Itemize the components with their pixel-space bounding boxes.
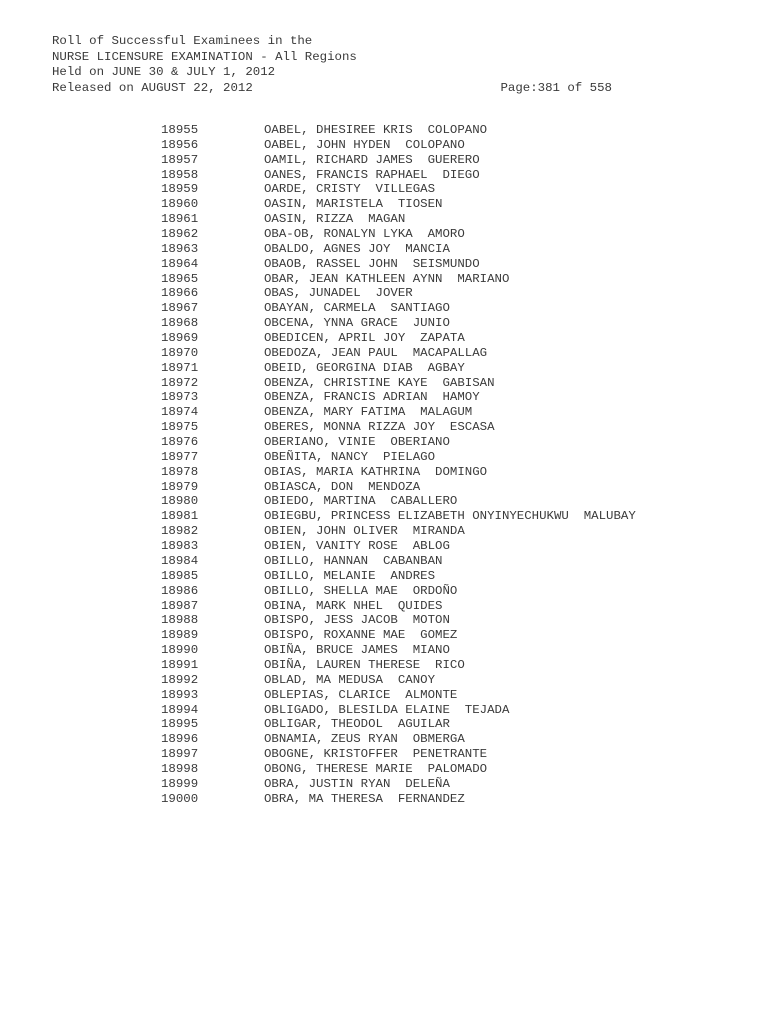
examinee-name: OBAOB, RASSEL JOHN SEISMUNDO xyxy=(264,256,480,271)
examinee-number: 18992 xyxy=(161,672,199,687)
examinee-number: 18997 xyxy=(161,747,199,762)
examinee-row xyxy=(161,390,721,405)
examinee-name: OBAS, JUNADEL JOVER xyxy=(264,286,413,301)
examinee-number: 18959 xyxy=(161,182,199,197)
examinee-name: OBLIGAR, THEODOL AGUILAR xyxy=(264,717,450,732)
examinee-name: OBEÑITA, NANCY PIELAGO xyxy=(264,449,436,464)
examinee-number: 18999 xyxy=(161,776,199,791)
examinee-name: OBNAMIA, ZEUS RYAN OBMERGA xyxy=(264,732,465,747)
examinee-number: 18981 xyxy=(161,509,199,524)
examinee-number: 18977 xyxy=(161,449,199,464)
examinee-row xyxy=(161,435,721,450)
examinee-number: 18962 xyxy=(161,227,199,242)
examinee-name: OBIEN, JOHN OLIVER MIRANDA xyxy=(264,524,465,539)
examinee-number: 18958 xyxy=(161,167,199,182)
examinee-name: OBALDO, AGNES JOY MANCIA xyxy=(264,241,450,256)
examinee-row xyxy=(161,242,721,257)
examinee-name: OBILLO, SHELLA MAE ORDOÑO xyxy=(264,583,458,598)
examinee-name: OBENZA, MARY FATIMA MALAGUM xyxy=(264,405,473,420)
examinee-name: OBERIANO, VINIE OBERIANO xyxy=(264,435,450,450)
examinee-name: OBA-OB, RONALYN LYKA AMORO xyxy=(264,227,465,242)
examinee-name: OBEDICEN, APRIL JOY ZAPATA xyxy=(264,331,465,346)
examinee-name: OBEID, GEORGINA DIAB AGBAY xyxy=(264,360,465,375)
examinee-name: OBLIGADO, BLESILDA ELAINE TEJADA xyxy=(264,702,510,717)
examinee-name: OBIASCA, DON MENDOZA xyxy=(264,479,421,494)
examinee-number: 18994 xyxy=(161,702,199,717)
examinee-number: 18976 xyxy=(161,435,199,450)
examinee-name: OANES, FRANCIS RAPHAEL DIEGO xyxy=(264,167,480,182)
examinee-name: OARDE, CRISTY VILLEGAS xyxy=(264,182,436,197)
examinee-row xyxy=(161,376,721,391)
examinee-number: 18996 xyxy=(161,732,199,747)
examinee-row xyxy=(161,747,721,762)
examinee-number: 18955 xyxy=(161,123,199,137)
examinee-number: 18970 xyxy=(161,345,199,360)
examinee-number: 18956 xyxy=(161,137,199,152)
examinee-name: OBONG, THERESE MARIE PALOMADO xyxy=(264,761,488,776)
examinee-row xyxy=(161,524,721,539)
examinee-number: 18985 xyxy=(161,568,199,583)
examinee-row xyxy=(161,717,721,732)
examinee-row xyxy=(161,346,721,361)
examinee-row xyxy=(161,153,721,168)
examinee-number: 18998 xyxy=(161,761,199,776)
header-release-row xyxy=(52,81,612,97)
examinee-number: 18974 xyxy=(161,405,199,420)
examinee-name: OBIÑA, LAUREN THERESE RICO xyxy=(264,657,465,672)
examinee-number: 18987 xyxy=(161,598,199,613)
examinee-number: 18995 xyxy=(161,717,199,732)
examinee-row xyxy=(161,301,721,316)
examinee-name: OBIEN, VANITY ROSE ABLOG xyxy=(264,539,450,554)
examinee-number: 18975 xyxy=(161,420,199,435)
examinee-number: 18968 xyxy=(161,316,199,331)
examinee-name: OBERES, MONNA RIZZA JOY ESCASA xyxy=(264,420,495,435)
examinee-name: OBRA, MA THERESA FERNANDEZ xyxy=(264,791,465,806)
examinee-number: 18973 xyxy=(161,390,199,405)
examinee-row xyxy=(161,331,721,346)
examinee-row xyxy=(161,450,721,465)
examinee-row xyxy=(161,732,721,747)
examinee-row xyxy=(161,405,721,420)
examinee-row xyxy=(161,643,721,658)
examinee-number: 18961 xyxy=(161,212,199,227)
examinee-row xyxy=(161,613,721,628)
examinee-row xyxy=(161,494,721,509)
examinee-row xyxy=(161,197,721,212)
examinee-number: 18979 xyxy=(161,479,199,494)
document-header xyxy=(52,34,612,96)
examinee-row xyxy=(161,286,721,301)
examinee-row xyxy=(161,792,721,807)
header-exam-dates: Held on JUNE 30 & JULY 1, 2012 xyxy=(52,65,276,79)
header-exam-name: NURSE LICENSURE EXAMINATION - All Regions xyxy=(52,49,357,64)
examinee-row xyxy=(161,658,721,673)
examinee-row xyxy=(161,688,721,703)
examinee-number: 18966 xyxy=(161,286,199,301)
examinee-name: OBIEDO, MARTINA CABALLERO xyxy=(264,494,458,509)
examinee-number: 18983 xyxy=(161,539,199,554)
examinee-row xyxy=(161,272,721,287)
examinee-name: OBAR, JEAN KATHLEEN AYNN MARIANO xyxy=(264,271,510,286)
examinee-name: OABEL, DHESIREE KRIS COLOPANO xyxy=(264,123,488,137)
examinee-number: 18972 xyxy=(161,375,199,390)
examinee-number: 18982 xyxy=(161,524,199,539)
examinee-name: OBLEPIAS, CLARICE ALMONTE xyxy=(264,687,458,702)
examinee-number: 18990 xyxy=(161,643,199,658)
examinee-name: OBIEGBU, PRINCESS ELIZABETH ONYINYECHUKWU MALUBAY xyxy=(264,509,636,524)
examinee-name: OBEDOZA, JEAN PAUL MACAPALLAG xyxy=(264,345,488,360)
examinee-row xyxy=(161,628,721,643)
header-title: Roll of Successful Examinees in the xyxy=(52,34,313,48)
examinee-name: OBRA, JUSTIN RYAN DELEÑA xyxy=(264,776,450,791)
header-release-date: Released on AUGUST 22, 2012 xyxy=(52,80,253,95)
examinee-name: OAMIL, RICHARD JAMES GUERERO xyxy=(264,152,480,167)
examinee-row xyxy=(161,584,721,599)
examinee-row xyxy=(161,168,721,183)
examinee-number: 18967 xyxy=(161,301,199,316)
examinee-name: OBLAD, MA MEDUSA CANOY xyxy=(264,672,436,687)
examinee-name: OBISPO, ROXANNE MAE GOMEZ xyxy=(264,628,458,643)
examinee-number: 18980 xyxy=(161,494,199,509)
examinee-name: OBOGNE, KRISTOFFER PENETRANTE xyxy=(264,747,488,762)
examinee-row xyxy=(161,480,721,495)
examinee-row xyxy=(161,361,721,376)
examinee-row xyxy=(161,227,721,242)
examinee-row xyxy=(161,212,721,227)
examinee-number: 18986 xyxy=(161,583,199,598)
examinee-name: OASIN, MARISTELA TIOSEN xyxy=(264,197,443,212)
examinee-number: 18963 xyxy=(161,241,199,256)
examinee-row xyxy=(161,182,721,197)
examinee-number: 19000 xyxy=(161,791,199,806)
examinee-name: OBAYAN, CARMELA SANTIAGO xyxy=(264,301,450,316)
examinee-name: OBILLO, HANNAN CABANBAN xyxy=(264,553,443,568)
examinee-number: 18957 xyxy=(161,152,199,167)
examinee-number: 18969 xyxy=(161,331,199,346)
examinee-row xyxy=(161,420,721,435)
examinee-number: 18971 xyxy=(161,360,199,375)
examinee-row xyxy=(161,762,721,777)
examinee-name: OASIN, RIZZA MAGAN xyxy=(264,212,406,227)
examinee-name: OBISPO, JESS JACOB MOTON xyxy=(264,613,450,628)
examinee-number: 18988 xyxy=(161,613,199,628)
examinee-row xyxy=(161,257,721,272)
examinee-number: 18964 xyxy=(161,256,199,271)
examinee-row xyxy=(161,509,721,524)
examinee-number: 18993 xyxy=(161,687,199,702)
examinee-name: OBILLO, MELANIE ANDRES xyxy=(264,568,436,583)
examinee-number: 18991 xyxy=(161,657,199,672)
examinee-number: 18984 xyxy=(161,553,199,568)
examinee-row xyxy=(161,554,721,569)
examinee-row xyxy=(161,316,721,331)
examinee-row xyxy=(161,599,721,614)
examinee-row xyxy=(161,539,721,554)
examinee-number: 18965 xyxy=(161,271,199,286)
examinee-number: 18978 xyxy=(161,464,199,479)
examinee-number: 18960 xyxy=(161,197,199,212)
examinee-name: OBIAS, MARIA KATHRINA DOMINGO xyxy=(264,464,488,479)
examinee-row xyxy=(161,569,721,584)
examinee-row xyxy=(161,777,721,792)
examinee-row xyxy=(161,703,721,718)
examinee-name: OBENZA, FRANCIS ADRIAN HAMOY xyxy=(264,390,480,405)
examinee-name: OBCENA, YNNA GRACE JUNIO xyxy=(264,316,450,331)
examinee-row xyxy=(161,123,721,138)
examinee-number: 18989 xyxy=(161,628,199,643)
examinee-name: OBINA, MARK NHEL QUIDES xyxy=(264,598,443,613)
examinee-name: OBENZA, CHRISTINE KAYE GABISAN xyxy=(264,375,495,390)
examinee-row xyxy=(161,465,721,480)
examinee-row xyxy=(161,673,721,688)
examinee-name: OABEL, JOHN HYDEN COLOPANO xyxy=(264,137,465,152)
examinee-name: OBIÑA, BRUCE JAMES MIANO xyxy=(264,643,450,658)
examinee-row xyxy=(161,138,721,153)
page-number: Page:381 of 558 xyxy=(500,80,612,95)
examinee-list xyxy=(161,123,721,807)
